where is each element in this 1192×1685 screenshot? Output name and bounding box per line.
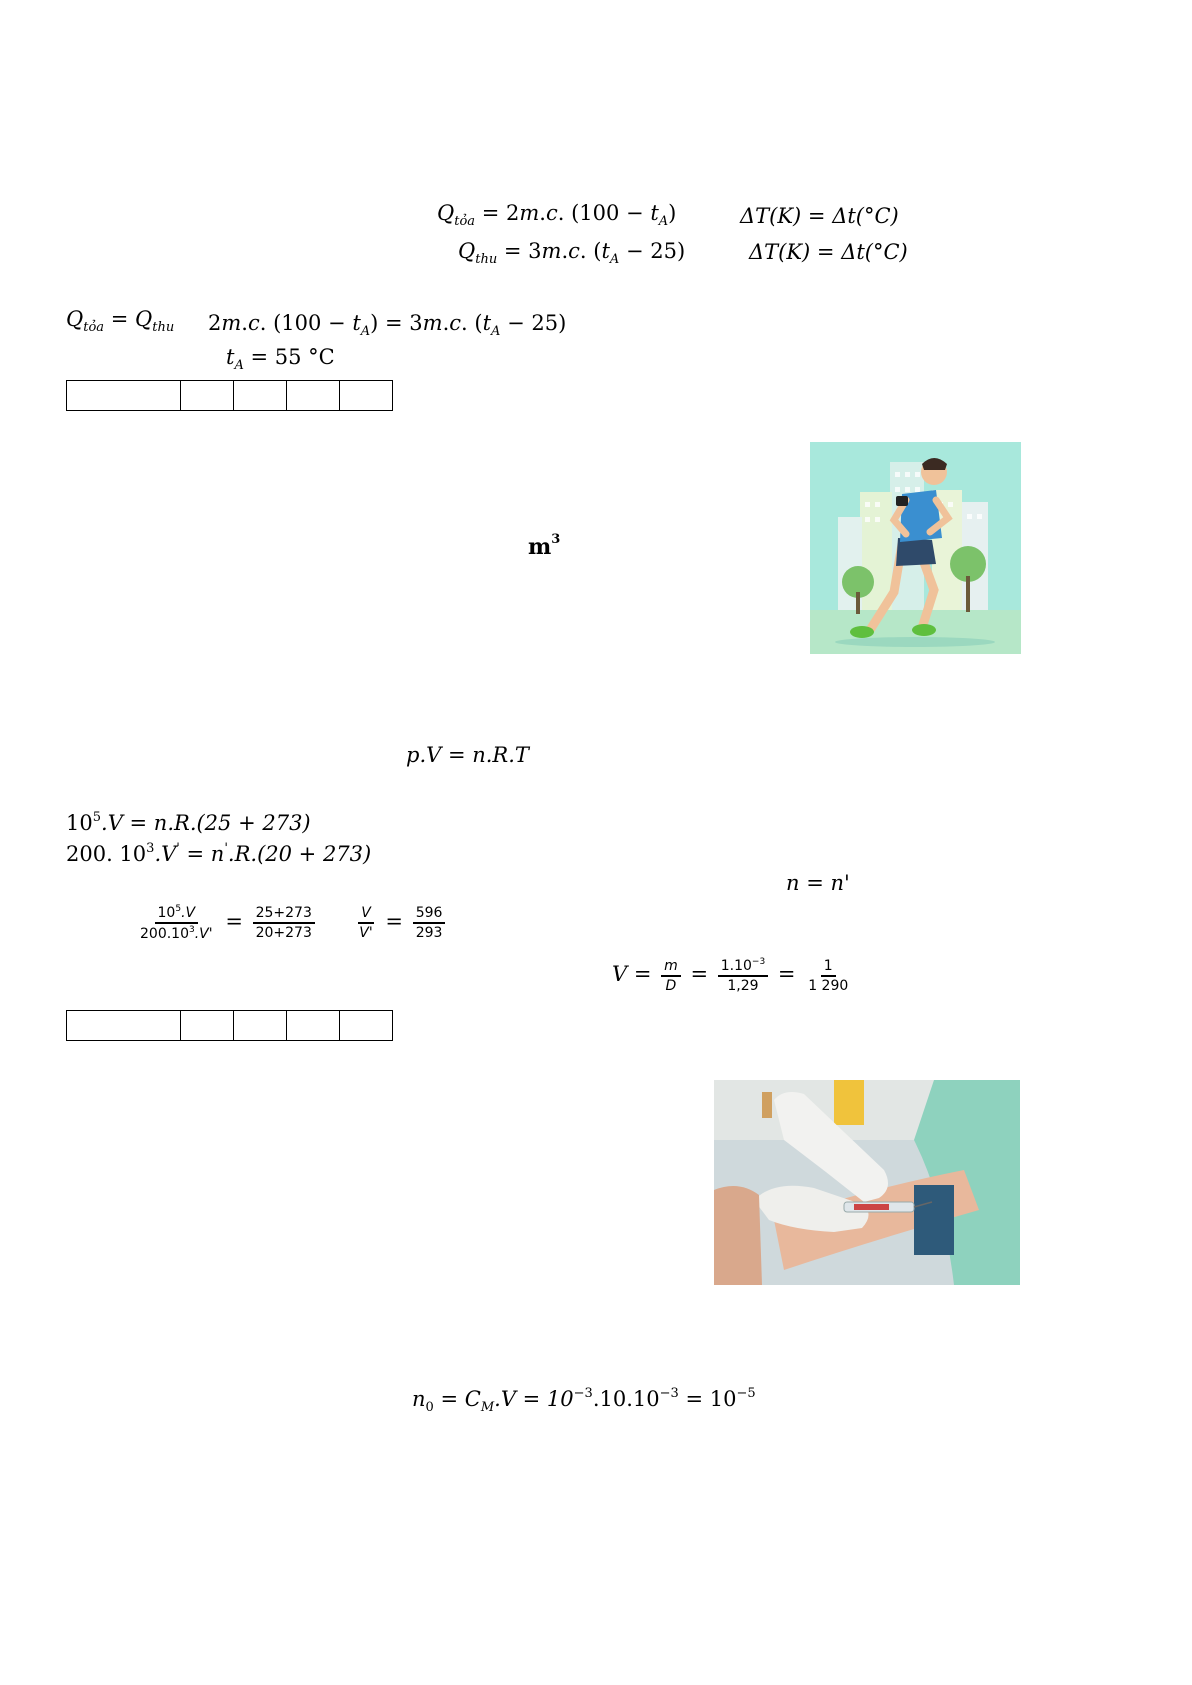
exp: 5 <box>175 904 182 914</box>
eq-part: .10.10 <box>592 1387 660 1411</box>
sym-c: c <box>545 201 558 225</box>
state-2-equation <box>66 842 371 865</box>
fraction <box>718 958 768 993</box>
numerator <box>718 958 768 977</box>
sub: M <box>480 1400 495 1415</box>
exp: −5 <box>736 1386 756 1401</box>
exp: −3 <box>751 957 766 967</box>
answer-grid-2 <box>66 1010 393 1041</box>
blood-draw-photo <box>714 1080 1020 1285</box>
runner-svg <box>810 442 1021 654</box>
fraction <box>137 905 216 941</box>
eq-part: .R.(20 + 273) <box>227 842 372 866</box>
numerator: 1 <box>821 959 836 977</box>
numerator: 596 <box>413 906 446 924</box>
denominator: 293 <box>415 925 443 941</box>
answer-cell[interactable] <box>181 381 234 411</box>
sym-t: t <box>650 201 659 225</box>
eq-part: − 25) <box>619 239 686 263</box>
eq-text: n = n' <box>786 871 850 895</box>
sub-toa: tỏa <box>83 320 105 335</box>
n-equal <box>786 873 850 894</box>
ratio-equation <box>134 905 448 941</box>
exp: −3 <box>659 1386 679 1401</box>
fraction <box>413 906 446 940</box>
eq-part: = 2 <box>481 201 520 225</box>
q-thu-equation <box>458 241 685 266</box>
unit-exp: 3 <box>551 532 561 547</box>
denominator <box>137 924 216 941</box>
sym-q: Q <box>66 307 84 331</box>
eq-part: 2 <box>208 311 222 335</box>
dot: . <box>561 239 569 263</box>
dot: . <box>539 201 546 225</box>
sym-t: t <box>226 345 235 369</box>
eq-part: = 55 °C <box>243 345 335 369</box>
eq-part: .V = 10 <box>494 1387 574 1411</box>
balance-lhs <box>66 309 174 334</box>
eq-part: .V = n.R.(25 + 273) <box>101 811 311 835</box>
sub-a: A <box>609 252 620 267</box>
eq-part: ) <box>668 201 677 225</box>
prime: ' <box>176 841 180 856</box>
sym-c: c <box>568 239 580 263</box>
exp: 3 <box>189 925 195 935</box>
delta-text: ΔT(K) = Δt(°C) <box>749 240 908 264</box>
unit-base: m <box>528 534 552 560</box>
equals: = <box>777 962 796 986</box>
eq-part: = n <box>179 842 225 866</box>
numerator: m <box>661 959 681 977</box>
eq-part: = <box>110 307 129 331</box>
delta-t-note-1 <box>740 206 899 227</box>
sym-c: c <box>449 311 462 335</box>
sym-t: t <box>482 311 492 335</box>
num-part: 10 <box>157 905 176 921</box>
fraction <box>356 906 375 940</box>
result-ta <box>226 347 335 372</box>
eq-part: = C <box>433 1387 481 1411</box>
denominator: 1 290 <box>808 977 849 994</box>
equals: = <box>385 909 403 934</box>
eq-part: . ( <box>461 311 483 335</box>
sym-m: m <box>541 239 562 263</box>
answer-cell[interactable] <box>181 1011 234 1041</box>
answer-cell[interactable] <box>67 381 181 411</box>
answer-cell[interactable] <box>340 1011 393 1041</box>
exp: 5 <box>92 810 102 825</box>
eq-part: V = <box>612 962 652 986</box>
prime: ' <box>224 841 228 856</box>
eq-part: 200. 10 <box>66 842 147 866</box>
sub-a: A <box>658 214 669 229</box>
numerator <box>155 905 199 924</box>
answer-cell[interactable] <box>67 1011 181 1041</box>
sub-thu: thu <box>475 252 498 267</box>
sub-a: A <box>491 324 501 339</box>
sub-a: A <box>360 324 371 339</box>
eq-part: ) = 3 <box>370 311 423 335</box>
unit-m3 <box>528 532 560 560</box>
answer-cell[interactable] <box>234 1011 287 1041</box>
num-part: .V <box>181 905 196 921</box>
answer-cell[interactable] <box>340 381 393 411</box>
exp: 3 <box>146 841 155 856</box>
sym-q: Q <box>135 307 153 331</box>
eq-part: n <box>412 1387 426 1411</box>
delta-t-note-2 <box>749 242 908 263</box>
eq-part: . ( <box>579 239 602 263</box>
answer-cell[interactable] <box>287 381 340 411</box>
num-part: 1.10 <box>720 958 752 974</box>
runner-illustration <box>810 442 1021 654</box>
sym-q: Q <box>458 239 476 263</box>
fraction <box>805 959 851 993</box>
denominator: D <box>665 977 677 994</box>
sym-m: m <box>221 311 242 335</box>
dot: . <box>241 311 248 335</box>
eq-part: .V <box>154 842 177 866</box>
eq-part: = 10 <box>678 1387 737 1411</box>
sub: 0 <box>425 1400 434 1415</box>
balance-rhs <box>208 313 566 338</box>
equals: = <box>690 962 709 986</box>
delta-text: ΔT(K) = Δt(°C) <box>740 204 899 228</box>
answer-cell[interactable] <box>234 381 287 411</box>
eq-part: − 25) <box>500 311 567 335</box>
eq-text: p.V = n.R.T <box>406 743 529 767</box>
dot: . <box>442 311 450 335</box>
equals: = <box>225 909 243 934</box>
denominator: V' <box>359 925 373 941</box>
ideal-gas-law <box>406 745 529 766</box>
sym-t: t <box>352 311 361 335</box>
sym-m: m <box>519 201 540 225</box>
numerator: 25+273 <box>253 906 315 924</box>
volume-equation <box>612 958 854 993</box>
eq-part: 10 <box>66 811 93 835</box>
sub-toa: tỏa <box>454 214 476 229</box>
exp: −3 <box>573 1386 593 1401</box>
sym-c: c <box>247 311 260 335</box>
den-part: 200.10 <box>140 926 189 942</box>
q-toa-equation <box>437 203 676 228</box>
eq-part: . (100 − <box>557 201 651 225</box>
n0-equation <box>412 1387 756 1414</box>
answer-grid-1 <box>66 380 393 411</box>
denominator: 1,29 <box>727 978 759 994</box>
eq-part: = 3 <box>503 239 542 263</box>
fraction <box>253 906 315 940</box>
sym-q: Q <box>437 201 455 225</box>
sub-thu: thu <box>152 320 175 335</box>
eq-part: . (100 − <box>259 311 353 335</box>
sym-m: m <box>422 311 443 335</box>
sub-a: A <box>234 358 244 373</box>
numerator: V <box>358 906 374 924</box>
blood-draw-svg <box>714 1080 1020 1285</box>
state-1-equation <box>66 811 311 834</box>
fraction <box>661 959 681 993</box>
answer-cell[interactable] <box>287 1011 340 1041</box>
sym-t: t <box>601 239 610 263</box>
den-part: .V' <box>194 926 213 942</box>
denominator: 20+273 <box>255 925 312 941</box>
